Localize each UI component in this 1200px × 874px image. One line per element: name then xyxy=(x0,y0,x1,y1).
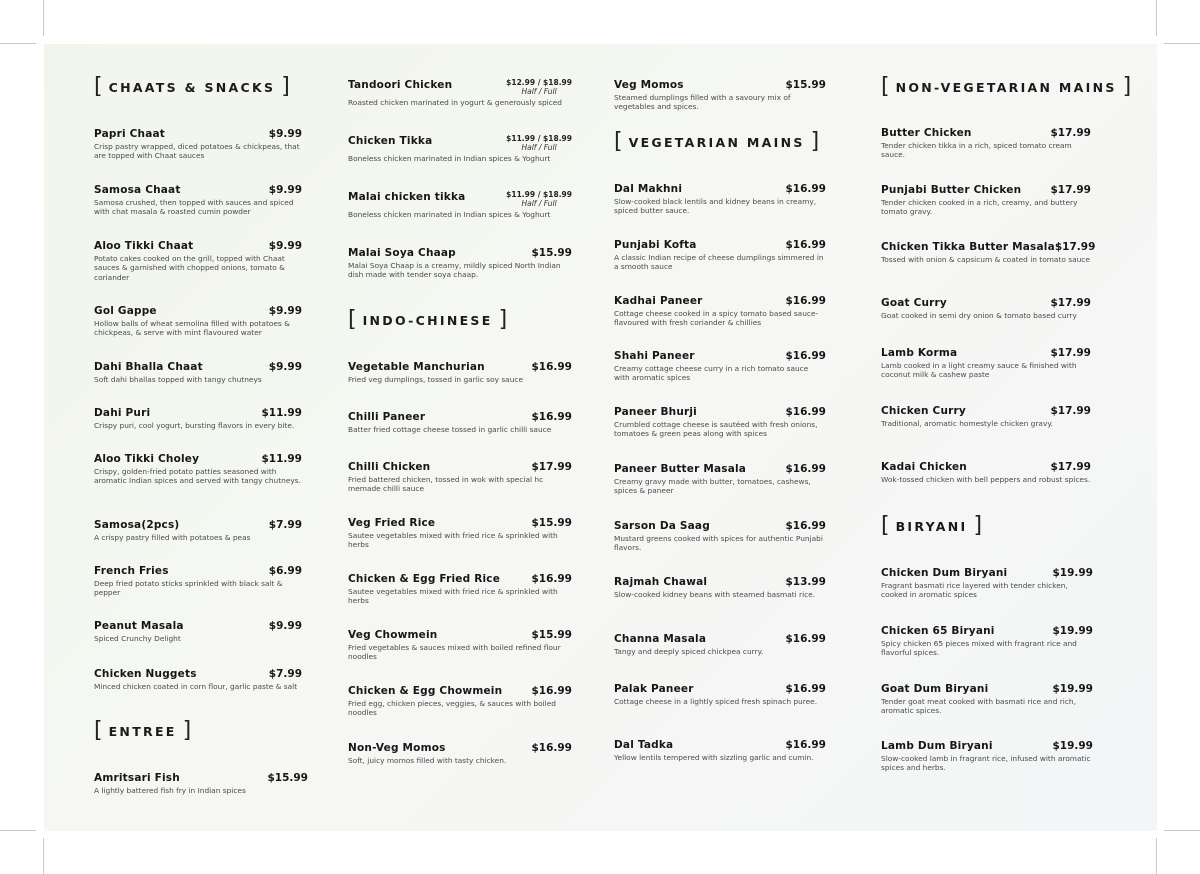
item-name: Chicken Nuggets xyxy=(94,668,197,680)
item-name: Punjabi Kofta xyxy=(614,239,697,251)
item-description: Soft, juicy momos filled with tasty chicken. xyxy=(348,756,507,765)
bracket-left: [ xyxy=(881,513,890,538)
section-title: NON-VEGETARIAN MAINS xyxy=(895,79,1117,95)
item-price: $19.99 xyxy=(1052,625,1093,637)
menu-item xyxy=(348,629,572,662)
item-name: Rajmah Chawal xyxy=(614,576,708,588)
item-description: Spiced Crunchy Delight xyxy=(94,634,181,643)
bracket-right: ] xyxy=(810,129,820,154)
item-price: $16.99 xyxy=(785,295,826,307)
menu-item xyxy=(881,740,1093,773)
item-price: $16.99 xyxy=(785,406,826,418)
bracket-left: [ xyxy=(94,718,103,743)
item-name: Paneer Butter Masala xyxy=(614,463,747,475)
menu-item xyxy=(881,127,1091,160)
item-price: $13.99 xyxy=(785,576,826,588)
item-description: Mustard greens cooked with spices for authentic Punjabi flavors. xyxy=(614,534,823,553)
item-price: $11.99 xyxy=(261,407,302,419)
item-name: Aloo Tikki Chaat xyxy=(94,240,194,252)
item-description: Spicy chicken 65 pieces mixed with fragrant rice and flavorful spices. xyxy=(881,639,1077,658)
item-name: Chicken & Egg Chowmein xyxy=(348,685,503,697)
item-name: Chicken 65 Biryani xyxy=(881,625,995,637)
menu-item-row xyxy=(94,519,302,531)
item-description: Boneless chicken marinated in Indian spices & Yoghurt xyxy=(348,154,551,163)
section-heading-biryani xyxy=(881,515,982,537)
menu-sheet xyxy=(44,44,1157,831)
menu-item xyxy=(614,739,826,762)
menu-item-row xyxy=(348,461,572,473)
item-name: Chilli Chicken xyxy=(348,461,431,473)
item-price: $16.99 xyxy=(531,573,572,585)
item-name: Samosa(2pcs) xyxy=(94,519,180,531)
menu-item xyxy=(881,683,1093,716)
item-price: $15.99 xyxy=(531,629,572,641)
menu-item xyxy=(94,772,308,795)
item-price: $12.99 / $18.99 xyxy=(506,78,572,87)
item-name: Butter Chicken xyxy=(881,127,972,139)
item-price: $9.99 xyxy=(268,305,302,317)
menu-item-row xyxy=(881,347,1091,359)
item-price: $16.99 xyxy=(785,463,826,475)
menu-item xyxy=(94,128,302,161)
item-name: Dahi Bhalla Chaat xyxy=(94,361,203,373)
menu-item-row xyxy=(94,565,302,577)
item-description: Cottage cheese in a lightly spiced fresh spinach puree. xyxy=(614,697,818,706)
menu-item-row xyxy=(348,517,572,529)
menu-item xyxy=(881,405,1091,428)
menu-item xyxy=(94,407,302,430)
section-title: INDO-CHINESE xyxy=(362,312,493,328)
menu-item xyxy=(614,633,826,656)
menu-item xyxy=(881,297,1091,320)
item-price: $16.99 xyxy=(785,739,826,751)
menu-item-row xyxy=(881,625,1093,637)
item-description: Boneless chicken marinated in Indian spices & Yoghurt xyxy=(348,210,551,219)
menu-item-row xyxy=(614,239,826,251)
menu-item xyxy=(348,361,572,384)
item-description: Traditional, aromatic homestyle chicken gravy. xyxy=(881,419,1053,428)
item-price: $6.99 xyxy=(268,565,302,577)
menu-item xyxy=(614,683,826,706)
menu-item-row xyxy=(881,127,1091,139)
item-description: Potato cakes cooked on the grill, topped with Chaat sauces & garnished with chopped onions, tomato & coriander xyxy=(94,254,285,282)
item-name: Channa Masala xyxy=(614,633,707,645)
item-description: Fried veg dumplings, tossed in garlic soy sauce xyxy=(348,375,523,384)
item-description: Fried battered chicken, tossed in wok with special hc memade chilli sauce xyxy=(348,475,544,494)
menu-item-row xyxy=(348,135,572,152)
item-price: $17.99 xyxy=(1050,127,1091,139)
item-description: Wok-tossed chicken with bell peppers and robust spices. xyxy=(881,475,1091,484)
item-description: Minced chicken coated in corn flour, garlic paste & salt xyxy=(94,682,298,691)
item-name: Malai chicken tikka xyxy=(348,191,466,203)
menu-item-row xyxy=(348,79,572,96)
item-price: $15.99 xyxy=(531,247,572,259)
menu-item-row xyxy=(614,576,826,588)
menu-item xyxy=(348,411,572,434)
bracket-left: [ xyxy=(94,74,103,99)
menu-item-row xyxy=(881,297,1091,309)
menu-item-row xyxy=(614,350,826,362)
menu-item xyxy=(348,247,572,280)
menu-item xyxy=(614,520,826,553)
item-price: $15.99 xyxy=(785,79,826,91)
item-description: Steamed dumplings filled with a savoury mix of vegetables and spices. xyxy=(614,93,791,112)
item-price: $9.99 xyxy=(268,240,302,252)
menu-item xyxy=(348,742,572,765)
item-description: Goat cooked in semi dry onion & tomato based curry xyxy=(881,311,1077,320)
item-name: Lamb Dum Biryani xyxy=(881,740,993,752)
menu-item xyxy=(94,565,302,598)
item-description: Lamb cooked in a light creamy sauce & finished with coconut milk & cashew paste xyxy=(881,361,1077,380)
item-name: Goat Dum Biryani xyxy=(881,683,989,695)
menu-item xyxy=(94,519,302,542)
item-name: French Fries xyxy=(94,565,169,577)
item-description: Roasted chicken marinated in yogurt & generously spiced xyxy=(348,98,562,107)
menu-item-row xyxy=(881,740,1093,752)
item-description: Slow-cooked lamb in fragrant rice, infused with aromatic spices and herbs. xyxy=(881,754,1091,773)
item-name: Goat Curry xyxy=(881,297,947,309)
item-name: Punjabi Butter Chicken xyxy=(881,184,1022,196)
item-name: Veg Momos xyxy=(614,79,684,91)
menu-item xyxy=(881,184,1091,217)
menu-item xyxy=(881,567,1093,600)
menu-item xyxy=(94,305,302,338)
menu-item-row xyxy=(94,184,302,196)
bracket-right: ] xyxy=(281,74,290,99)
item-description: Crisp pastry wrapped, diced potatoes & chickpeas, that are topped with Chaat sauces xyxy=(94,142,300,161)
item-description: Hollow balls of wheat semolina filled with potatoes & chickpeas, & serve with mint flavoured water xyxy=(94,319,290,338)
crop-mark xyxy=(0,43,36,44)
menu-item-row xyxy=(348,685,572,697)
menu-item-row xyxy=(614,79,826,91)
item-name: Veg Fried Rice xyxy=(348,517,436,529)
menu-item-row xyxy=(614,463,826,475)
item-name: Dahi Puri xyxy=(94,407,151,419)
menu-item xyxy=(614,576,826,599)
section-heading-indo-chinese xyxy=(348,309,507,331)
menu-item xyxy=(881,625,1093,658)
menu-item-row xyxy=(348,573,572,585)
item-description: Samosa crushed, then topped with sauces and spiced with chat masala & roasted cumin powder xyxy=(94,198,294,217)
menu-item-row xyxy=(348,629,572,641)
item-description: Tangy and deeply spiced chickpea curry. xyxy=(614,647,764,656)
menu-item-row xyxy=(94,305,302,317)
crop-mark xyxy=(0,830,36,831)
menu-item xyxy=(881,347,1091,380)
item-description: Tossed with onion & capsicum & coated in tomato sauce xyxy=(881,255,1090,264)
bracket-left: [ xyxy=(881,74,890,99)
item-description: A crispy pastry filled with potatoes & peas xyxy=(94,533,251,542)
item-name: Amritsari Fish xyxy=(94,772,180,784)
item-description: Cottage cheese cooked in a spicy tomato based sauce-flavoured with fresh coriander & chillies xyxy=(614,309,819,328)
item-name: Papri Chaat xyxy=(94,128,166,140)
item-name: Shahi Paneer xyxy=(614,350,695,362)
menu-item-row xyxy=(881,683,1093,695)
item-description: Malai Soya Chaap is a creamy, mildly spiced North Indian dish made with tender soya chaap. xyxy=(348,261,561,280)
item-price: $17.99 xyxy=(1054,241,1096,253)
section-title: ENTREE xyxy=(108,723,177,739)
menu-item-row xyxy=(348,191,572,208)
menu-item-row xyxy=(348,411,572,423)
item-price: $11.99 xyxy=(261,453,302,465)
menu-item-row xyxy=(94,772,308,784)
item-price: $16.99 xyxy=(785,350,826,362)
section-heading-vegetarian-mains xyxy=(614,131,819,153)
bracket-right: ] xyxy=(973,513,983,538)
menu-item-row xyxy=(348,247,572,259)
item-description: Tender chicken cooked in a rich, creamy, and buttery tomato gravy. xyxy=(881,198,1078,217)
menu-item xyxy=(94,620,302,643)
item-name: Dal Makhni xyxy=(614,183,683,195)
item-name: Sarson Da Saag xyxy=(614,520,710,532)
menu-item xyxy=(348,517,572,550)
item-description: A classic Indian recipe of cheese dumplings simmered in a smooth sauce xyxy=(614,253,824,272)
section-heading-entree xyxy=(94,720,191,742)
menu-item-row xyxy=(614,739,826,751)
section-heading-non-vegetarian-mains xyxy=(881,76,1131,98)
item-size-label: Half / Full xyxy=(521,87,557,96)
bracket-right: ] xyxy=(182,718,192,743)
item-price: $7.99 xyxy=(268,668,302,680)
menu-item xyxy=(94,184,302,217)
crop-mark xyxy=(1164,830,1200,831)
crop-mark xyxy=(1156,838,1157,874)
item-size-label: Half / Full xyxy=(521,143,557,152)
menu-item-row xyxy=(348,742,572,754)
menu-item xyxy=(614,183,826,216)
item-name: Samosa Chaat xyxy=(94,184,181,196)
menu-item xyxy=(94,361,302,384)
menu-item-row xyxy=(348,361,572,373)
item-price: $17.99 xyxy=(1050,297,1091,309)
menu-item-row xyxy=(94,407,302,419)
menu-item xyxy=(348,79,572,107)
crop-mark xyxy=(1156,0,1157,36)
item-price: $17.99 xyxy=(1050,184,1091,196)
menu-item xyxy=(614,239,826,272)
item-description: Crispy, golden-fried potato patties seasoned with aromatic Indian spices and served with tangy chutneys. xyxy=(94,467,301,486)
section-title: BIRYANI xyxy=(895,518,968,534)
item-name: Chilli Paneer xyxy=(348,411,426,423)
item-price: $16.99 xyxy=(785,183,826,195)
item-description: Tender chicken tikka in a rich, spiced tomato cream sauce. xyxy=(881,141,1072,160)
item-description: Crispy puri, cool yogurt, bursting flavors in every bite. xyxy=(94,421,295,430)
menu-item xyxy=(348,191,572,219)
item-description: Sautee vegetables mixed with fried rice & sprinkled with herbs xyxy=(348,587,558,606)
item-description: Fried egg, chicken pieces, veggies, & sauces with boiled noodles xyxy=(348,699,556,718)
item-description: Fried vegetables & sauces mixed with boiled refined flour noodles xyxy=(348,643,561,662)
menu-item-row xyxy=(94,453,302,465)
crop-mark xyxy=(43,838,44,874)
menu-item-row xyxy=(881,567,1093,579)
item-description: Yellow lentils tempered with sizzling garlic and cumin. xyxy=(614,753,814,762)
menu-item-row xyxy=(614,406,826,418)
menu-item xyxy=(614,295,826,328)
item-description: Tender goat meat cooked with basmati rice and rich, aromatic spices. xyxy=(881,697,1076,716)
item-description: Batter fried cottage cheese tossed in garlic chilli sauce xyxy=(348,425,552,434)
item-price: $19.99 xyxy=(1052,740,1093,752)
crop-mark xyxy=(43,0,44,36)
item-name: Palak Paneer xyxy=(614,683,694,695)
item-description: Fragrant basmati rice layered with tender chicken, cooked in aromatic spices xyxy=(881,581,1068,600)
item-price-half-full xyxy=(506,78,572,96)
item-price: $11.99 / $18.99 xyxy=(506,134,572,143)
section-heading-chaats xyxy=(94,76,290,98)
item-price: $16.99 xyxy=(785,683,826,695)
item-price: $16.99 xyxy=(531,411,572,423)
item-description: Soft dahi bhallas topped with tangy chutneys xyxy=(94,375,262,384)
menu-item xyxy=(94,453,302,486)
menu-item-row xyxy=(614,683,826,695)
item-price: $19.99 xyxy=(1052,567,1093,579)
menu-item-row xyxy=(614,520,826,532)
menu-item xyxy=(94,668,302,691)
menu-item xyxy=(348,685,572,718)
item-name: Chicken Tikka xyxy=(348,135,433,147)
item-price: $9.99 xyxy=(268,184,302,196)
section-title: CHAATS & SNACKS xyxy=(108,79,276,95)
section-title: VEGETARIAN MAINS xyxy=(628,134,805,150)
item-description: Deep fried potato sticks sprinkled with black salt & pepper xyxy=(94,579,283,598)
menu-item xyxy=(614,79,826,112)
item-price: $9.99 xyxy=(268,128,302,140)
item-price: $15.99 xyxy=(531,517,572,529)
item-name: Peanut Masala xyxy=(94,620,184,632)
item-name: Chicken & Egg Fried Rice xyxy=(348,573,501,585)
item-name: Chicken Dum Biryani xyxy=(881,567,1008,579)
item-description: Creamy cottage cheese curry in a rich tomato sauce with aromatic spices xyxy=(614,364,809,383)
item-price-half-full xyxy=(506,190,572,208)
menu-item-row xyxy=(614,183,826,195)
item-description: Slow-cooked black lentils and kidney beans in creamy, spiced butter sauce. xyxy=(614,197,817,216)
menu-item-row xyxy=(881,241,1096,253)
menu-item-row xyxy=(94,128,302,140)
menu-item-row xyxy=(94,361,302,373)
menu-item-row xyxy=(881,405,1091,417)
item-description: Sautee vegetables mixed with fried rice & sprinkled with herbs xyxy=(348,531,558,550)
item-name: Lamb Korma xyxy=(881,347,958,359)
item-price: $16.99 xyxy=(531,685,572,697)
item-price: $15.99 xyxy=(267,772,308,784)
item-name: Chicken Curry xyxy=(881,405,966,417)
item-price: $17.99 xyxy=(531,461,572,473)
item-description: A lightly battered fish fry in Indian spices xyxy=(94,786,246,795)
item-name: Non-Veg Momos xyxy=(348,742,446,754)
item-name: Veg Chowmein xyxy=(348,629,438,641)
item-price: $16.99 xyxy=(785,520,826,532)
menu-item-row xyxy=(881,184,1091,196)
bracket-right: ] xyxy=(498,307,508,332)
bracket-right: ] xyxy=(1122,74,1132,99)
menu-item xyxy=(348,461,572,494)
item-name: Paneer Bhurji xyxy=(614,406,697,418)
item-price: $9.99 xyxy=(268,361,302,373)
item-price: $11.99 / $18.99 xyxy=(506,190,572,199)
item-name: Kadhai Paneer xyxy=(614,295,703,307)
item-price: $7.99 xyxy=(268,519,302,531)
item-description: Crumbled cottage cheese is sautéed with fresh onions, tomatoes & green peas along with spices xyxy=(614,420,818,439)
item-price: $17.99 xyxy=(1050,405,1091,417)
menu-item-row xyxy=(94,668,302,680)
menu-item xyxy=(614,406,826,439)
item-size-label: Half / Full xyxy=(521,199,557,208)
item-price: $16.99 xyxy=(531,742,572,754)
menu-item-row xyxy=(94,240,302,252)
item-description: Creamy gravy made with butter, tomatoes, cashews, spices & paneer xyxy=(614,477,811,496)
menu-item-row xyxy=(614,295,826,307)
item-price: $9.99 xyxy=(268,620,302,632)
item-name: Chicken Tikka Butter Masala xyxy=(881,241,1055,253)
menu-item xyxy=(614,350,826,383)
bracket-left: [ xyxy=(348,307,357,332)
item-name: Aloo Tikki Choley xyxy=(94,453,200,465)
menu-item-row xyxy=(614,633,826,645)
item-price-half-full xyxy=(506,134,572,152)
item-price: $16.99 xyxy=(785,239,826,251)
item-name: Dal Tadka xyxy=(614,739,674,751)
item-name: Gol Gappe xyxy=(94,305,157,317)
item-name: Tandoori Chicken xyxy=(348,79,453,91)
menu-item xyxy=(348,573,572,606)
item-name: Vegetable Manchurian xyxy=(348,361,485,373)
menu-item xyxy=(881,241,1096,264)
menu-item xyxy=(881,461,1091,484)
menu-item xyxy=(348,135,572,163)
item-price: $16.99 xyxy=(785,633,826,645)
item-name: Kadai Chicken xyxy=(881,461,967,473)
item-price: $17.99 xyxy=(1050,461,1091,473)
item-price: $17.99 xyxy=(1050,347,1091,359)
item-price: $16.99 xyxy=(531,361,572,373)
menu-item-row xyxy=(881,461,1091,473)
menu-item xyxy=(94,240,302,282)
bracket-left: [ xyxy=(614,129,623,154)
item-description: Slow-cooked kidney beans with steamed basmati rice. xyxy=(614,590,816,599)
item-price: $19.99 xyxy=(1052,683,1093,695)
crop-mark xyxy=(1164,43,1200,44)
item-name: Malai Soya Chaap xyxy=(348,247,456,259)
menu-item xyxy=(614,463,826,496)
menu-item-row xyxy=(94,620,302,632)
